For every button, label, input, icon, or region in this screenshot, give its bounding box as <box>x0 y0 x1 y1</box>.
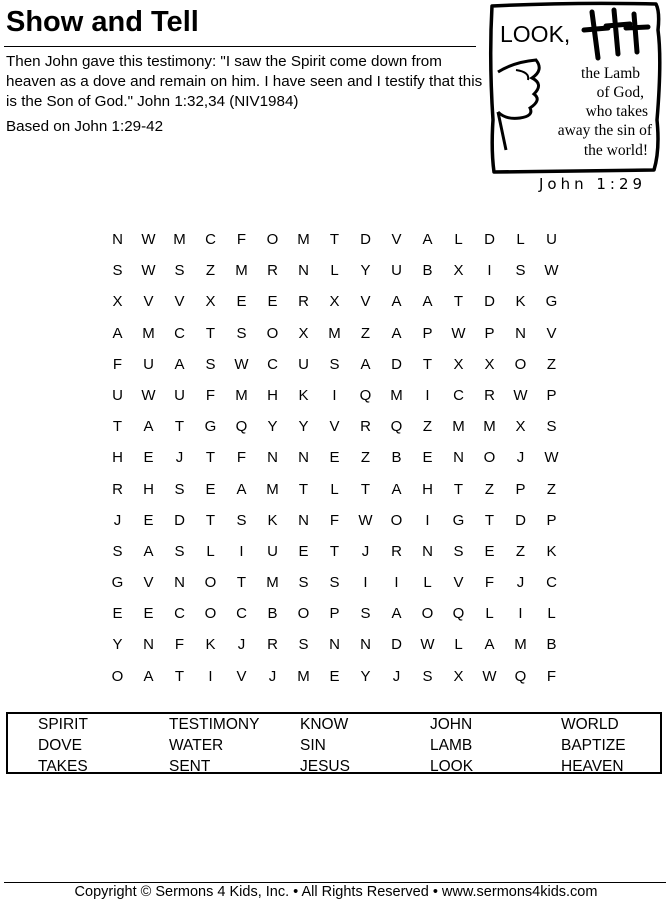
grid-letter: K <box>267 511 278 529</box>
grid-letter: S <box>329 574 340 592</box>
grid-letter: R <box>112 480 123 498</box>
grid-letter: N <box>267 449 278 467</box>
grid-letter: H <box>112 449 123 467</box>
grid-letter: Z <box>515 542 526 560</box>
grid-letter: V <box>236 667 247 685</box>
grid-row <box>102 442 567 473</box>
grid-letter: U <box>143 355 154 373</box>
grid-letter: R <box>298 293 309 311</box>
grid-row <box>102 629 567 660</box>
grid-letter: V <box>546 324 557 342</box>
grid-letter: V <box>453 574 464 592</box>
grid-letter: Z <box>546 480 557 498</box>
grid-letter: W <box>451 324 466 342</box>
word-list-item: JOHN <box>430 716 473 733</box>
grid-row <box>102 224 567 255</box>
word-list-item: WATER <box>169 737 224 754</box>
word-list-item: JESUS <box>300 758 350 775</box>
grid-letter: O <box>111 667 124 685</box>
grid-letter: I <box>518 605 523 623</box>
grid-letter: Z <box>360 324 371 342</box>
word-list-column <box>300 714 350 777</box>
grid-letter: J <box>361 542 370 560</box>
word-list-column <box>430 714 473 777</box>
grid-letter: E <box>143 511 154 529</box>
grid-letter: A <box>360 355 371 373</box>
grid-letter: N <box>112 231 123 248</box>
grid-letter: M <box>390 386 403 404</box>
grid-letter: U <box>298 355 309 373</box>
grid-row <box>102 380 567 411</box>
grid-letter: A <box>391 605 402 623</box>
grid-letter: R <box>391 542 402 560</box>
grid-letter: Y <box>360 262 371 280</box>
grid-letter: Z <box>546 355 557 373</box>
grid-letter: A <box>143 418 154 436</box>
grid-letter: Z <box>360 449 371 467</box>
grid-letter: L <box>206 542 215 560</box>
grid-letter: D <box>515 511 526 529</box>
word-list-column <box>169 714 259 777</box>
grid-letter: S <box>360 605 371 623</box>
grid-letter: I <box>394 574 399 592</box>
grid-letter: Z <box>205 262 216 280</box>
logo-reference: John 1:29 <box>539 175 647 193</box>
grid-letter: O <box>266 324 279 342</box>
grid-letter: X <box>205 293 216 311</box>
grid-letter: A <box>391 293 402 311</box>
grid-letter: F <box>546 667 557 685</box>
grid-letter: S <box>329 355 340 373</box>
grid-letter: F <box>236 231 247 248</box>
grid-letter: M <box>266 574 279 592</box>
grid-letter: P <box>484 324 495 342</box>
grid-letter: J <box>237 636 246 654</box>
grid-letter: A <box>112 324 123 342</box>
grid-row <box>102 411 567 442</box>
grid-letter: Z <box>484 480 495 498</box>
grid-letter: J <box>516 449 525 467</box>
grid-letter: Y <box>267 418 278 436</box>
grid-letter: S <box>112 262 123 280</box>
grid-letter: E <box>236 293 247 311</box>
grid-letter: L <box>454 636 463 654</box>
grid-letter: X <box>112 293 123 311</box>
grid-letter: E <box>329 667 340 685</box>
grid-letter: P <box>329 605 340 623</box>
grid-letter: K <box>205 636 216 654</box>
grid-letter: B <box>546 636 557 654</box>
word-list-box <box>6 712 662 774</box>
grid-letter: E <box>143 605 154 623</box>
grid-letter: S <box>515 262 526 280</box>
grid-letter: N <box>298 262 309 280</box>
grid-letter: G <box>204 418 217 436</box>
grid-letter: T <box>484 511 495 529</box>
grid-letter: T <box>236 574 247 592</box>
grid-letter: W <box>358 511 373 529</box>
grid-letter: C <box>174 605 185 623</box>
word-list-item: HEAVEN <box>561 758 624 775</box>
grid-letter: Y <box>360 667 371 685</box>
grid-letter: X <box>453 355 464 373</box>
grid-letter: O <box>514 355 527 373</box>
grid-letter: K <box>546 542 557 560</box>
grid-letter: S <box>174 542 185 560</box>
grid-letter: C <box>174 324 185 342</box>
grid-letter: C <box>546 574 557 592</box>
grid-letter: G <box>452 511 465 529</box>
grid-letter: U <box>267 542 278 560</box>
grid-letter: P <box>546 386 557 404</box>
page-title: Show and Tell <box>6 6 199 38</box>
word-list-item: SPIRIT <box>38 716 88 733</box>
grid-letter: C <box>236 605 247 623</box>
grid-letter: Q <box>514 667 527 685</box>
grid-letter: A <box>484 636 495 654</box>
grid-letter: X <box>298 324 309 342</box>
grid-letter: T <box>205 324 216 342</box>
grid-letter: S <box>174 262 185 280</box>
grid-letter: R <box>484 386 495 404</box>
grid-letter: M <box>142 324 155 342</box>
grid-letter: S <box>174 480 185 498</box>
word-search-grid <box>102 224 567 692</box>
grid-letter: F <box>484 574 495 592</box>
logo-line: the world! <box>583 142 648 159</box>
grid-letter: V <box>360 293 371 311</box>
grid-letter: K <box>515 293 526 311</box>
grid-letter: X <box>484 355 495 373</box>
logo-line: the Lamb <box>581 65 640 82</box>
grid-letter: W <box>141 231 156 248</box>
grid-letter: V <box>174 293 185 311</box>
grid-letter: E <box>298 542 309 560</box>
grid-letter: M <box>297 667 310 685</box>
grid-letter: U <box>391 262 402 280</box>
grid-letter: M <box>328 324 341 342</box>
grid-letter: X <box>515 418 526 436</box>
grid-letter: T <box>298 480 309 498</box>
grid-letter: W <box>482 667 497 685</box>
logo-line: who takes <box>585 103 648 120</box>
grid-letter: M <box>235 386 248 404</box>
based-on-reference: Based on John 1:29-42 <box>6 118 164 135</box>
grid-letter: T <box>453 480 464 498</box>
grid-letter: N <box>360 636 371 654</box>
grid-letter: J <box>392 667 401 685</box>
grid-letter: W <box>141 386 156 404</box>
grid-letter: B <box>267 605 278 623</box>
grid-letter: I <box>425 511 430 529</box>
grid-letter: M <box>452 418 465 436</box>
look-lamb-of-god-logo <box>484 0 670 200</box>
grid-letter: H <box>422 480 433 498</box>
grid-letter: N <box>298 449 309 467</box>
grid-letter: L <box>485 605 494 623</box>
grid-letter: V <box>329 418 340 436</box>
grid-letter: S <box>236 511 247 529</box>
grid-letter: O <box>421 605 434 623</box>
grid-letter: V <box>391 231 402 248</box>
word-list-item: LAMB <box>430 737 473 754</box>
word-list-item: LOOK <box>430 758 474 775</box>
grid-letter: M <box>297 231 310 248</box>
grid-letter: E <box>143 449 154 467</box>
grid-letter: M <box>514 636 527 654</box>
grid-letter: U <box>546 231 557 248</box>
grid-letter: O <box>266 231 279 248</box>
grid-letter: Y <box>298 418 309 436</box>
grid-letter: B <box>422 262 433 280</box>
grid-letter: G <box>111 574 124 592</box>
grid-letter: A <box>391 480 402 498</box>
grid-letter: T <box>329 542 340 560</box>
grid-letter: N <box>174 574 185 592</box>
grid-letter: E <box>329 449 340 467</box>
word-list-item: BAPTIZE <box>561 737 626 754</box>
grid-letter: G <box>545 293 558 311</box>
grid-letter: D <box>360 231 371 248</box>
grid-letter: N <box>329 636 340 654</box>
grid-row <box>102 567 567 598</box>
word-list-item: TESTIMONY <box>169 716 260 733</box>
grid-letter: F <box>112 355 123 373</box>
grid-letter: L <box>330 262 339 280</box>
title-divider <box>4 46 476 47</box>
grid-letter: W <box>513 386 528 404</box>
word-list-item: SENT <box>169 758 211 775</box>
grid-letter: I <box>425 386 430 404</box>
grid-row <box>102 349 567 380</box>
grid-letter: R <box>267 636 278 654</box>
grid-letter: K <box>298 386 309 404</box>
grid-letter: P <box>515 480 526 498</box>
grid-letter: W <box>544 449 559 467</box>
grid-letter: T <box>360 480 371 498</box>
grid-letter: M <box>266 480 279 498</box>
grid-letter: Q <box>235 418 248 436</box>
grid-letter: I <box>363 574 368 592</box>
grid-letter: F <box>236 449 247 467</box>
grid-letter: I <box>208 667 213 685</box>
grid-letter: H <box>143 480 154 498</box>
grid-letter: A <box>174 355 185 373</box>
grid-letter: D <box>484 293 495 311</box>
grid-letter: P <box>422 324 433 342</box>
word-list-item: TAKES <box>38 758 88 775</box>
grid-row <box>102 598 567 629</box>
grid-letter: L <box>454 231 463 248</box>
grid-letter: J <box>268 667 277 685</box>
grid-letter: H <box>267 386 278 404</box>
grid-letter: D <box>391 355 402 373</box>
scripture-verse: Then John gave this testimony: "I saw the Spirit come down from heaven as a dove and remain on him. I have seen and I testify that this is the Son of God." John 1:32,34 (NIV1984) <box>6 53 483 110</box>
grid-letter: O <box>204 574 217 592</box>
grid-letter: T <box>453 293 464 311</box>
grid-letter: E <box>267 293 278 311</box>
grid-letter: A <box>422 293 433 311</box>
grid-letter: N <box>515 324 526 342</box>
grid-letter: A <box>236 480 247 498</box>
grid-letter: N <box>422 542 433 560</box>
grid-letter: O <box>204 605 217 623</box>
grid-letter: I <box>487 262 492 280</box>
grid-row <box>102 661 567 692</box>
grid-letter: U <box>112 386 123 404</box>
grid-letter: O <box>297 605 310 623</box>
grid-letter: J <box>113 511 122 529</box>
grid-letter: W <box>141 262 156 280</box>
logo-line: away the sin of <box>557 122 652 139</box>
grid-letter: T <box>205 449 216 467</box>
grid-letter: D <box>391 636 402 654</box>
word-list-item: SIN <box>300 737 326 754</box>
grid-letter: T <box>174 667 185 685</box>
logo-look-text: LOOK, <box>500 21 571 47</box>
grid-letter: Q <box>390 418 403 436</box>
grid-letter: J <box>175 449 184 467</box>
grid-letter: W <box>234 355 249 373</box>
grid-letter: U <box>174 386 185 404</box>
grid-letter: X <box>453 262 464 280</box>
footer-divider <box>4 882 666 883</box>
grid-letter: S <box>422 667 433 685</box>
word-list-column <box>561 714 626 777</box>
grid-letter: R <box>267 262 278 280</box>
grid-letter: T <box>422 355 433 373</box>
grid-letter: L <box>547 605 556 623</box>
grid-letter: S <box>453 542 464 560</box>
grid-letter: J <box>516 574 525 592</box>
grid-letter: W <box>544 262 559 280</box>
grid-letter: N <box>143 636 154 654</box>
word-list-column <box>38 714 88 777</box>
word-list-item: DOVE <box>38 737 82 754</box>
grid-row <box>102 505 567 536</box>
grid-letter: T <box>112 418 123 436</box>
grid-letter: L <box>330 480 339 498</box>
grid-letter: X <box>329 293 340 311</box>
grid-letter: S <box>298 574 309 592</box>
grid-letter: T <box>205 511 216 529</box>
grid-letter: C <box>267 355 278 373</box>
grid-letter: D <box>484 231 495 248</box>
grid-letter: S <box>112 542 123 560</box>
grid-letter: E <box>422 449 433 467</box>
grid-letter: N <box>453 449 464 467</box>
grid-letter: N <box>298 511 309 529</box>
grid-letter: V <box>143 293 154 311</box>
grid-letter: M <box>483 418 496 436</box>
grid-letter: T <box>329 231 340 248</box>
grid-letter: A <box>422 231 433 248</box>
grid-letter: C <box>453 386 464 404</box>
grid-letter: Q <box>359 386 372 404</box>
grid-letter: I <box>239 542 244 560</box>
grid-letter: A <box>143 667 154 685</box>
grid-letter: R <box>360 418 371 436</box>
logo-line: of God, <box>596 84 644 101</box>
grid-letter: O <box>390 511 403 529</box>
grid-letter: B <box>391 449 402 467</box>
copyright-footer: Copyright © Sermons 4 Kids, Inc. • All Rights Reserved • www.sermons4kids.com <box>74 884 598 900</box>
grid-row <box>102 286 567 317</box>
grid-letter: L <box>516 231 525 248</box>
grid-letter: O <box>483 449 496 467</box>
grid-letter: E <box>484 542 495 560</box>
grid-letter: S <box>298 636 309 654</box>
grid-letter: S <box>205 355 216 373</box>
grid-letter: F <box>205 386 216 404</box>
grid-row <box>102 318 567 349</box>
grid-row <box>102 536 567 567</box>
grid-letter: S <box>546 418 557 436</box>
grid-row <box>102 474 567 505</box>
word-list-item: WORLD <box>561 716 619 733</box>
grid-letter: E <box>112 605 123 623</box>
grid-letter: P <box>546 511 557 529</box>
grid-letter: W <box>420 636 435 654</box>
grid-letter: Q <box>452 605 465 623</box>
grid-letter: A <box>391 324 402 342</box>
grid-letter: L <box>423 574 432 592</box>
grid-letter: M <box>173 231 186 248</box>
grid-letter: E <box>205 480 216 498</box>
grid-letter: I <box>332 386 337 404</box>
grid-letter: T <box>174 418 185 436</box>
grid-letter: X <box>453 667 464 685</box>
grid-letter: M <box>235 262 248 280</box>
grid-letter: Y <box>112 636 123 654</box>
grid-letter: Z <box>422 418 433 436</box>
grid-letter: D <box>174 511 185 529</box>
grid-row <box>102 255 567 286</box>
grid-letter: F <box>174 636 185 654</box>
grid-letter: A <box>143 542 154 560</box>
grid-letter: C <box>205 231 216 248</box>
word-list-item: KNOW <box>300 716 349 733</box>
grid-letter: V <box>143 574 154 592</box>
grid-letter: S <box>236 324 247 342</box>
grid-letter: F <box>329 511 340 529</box>
